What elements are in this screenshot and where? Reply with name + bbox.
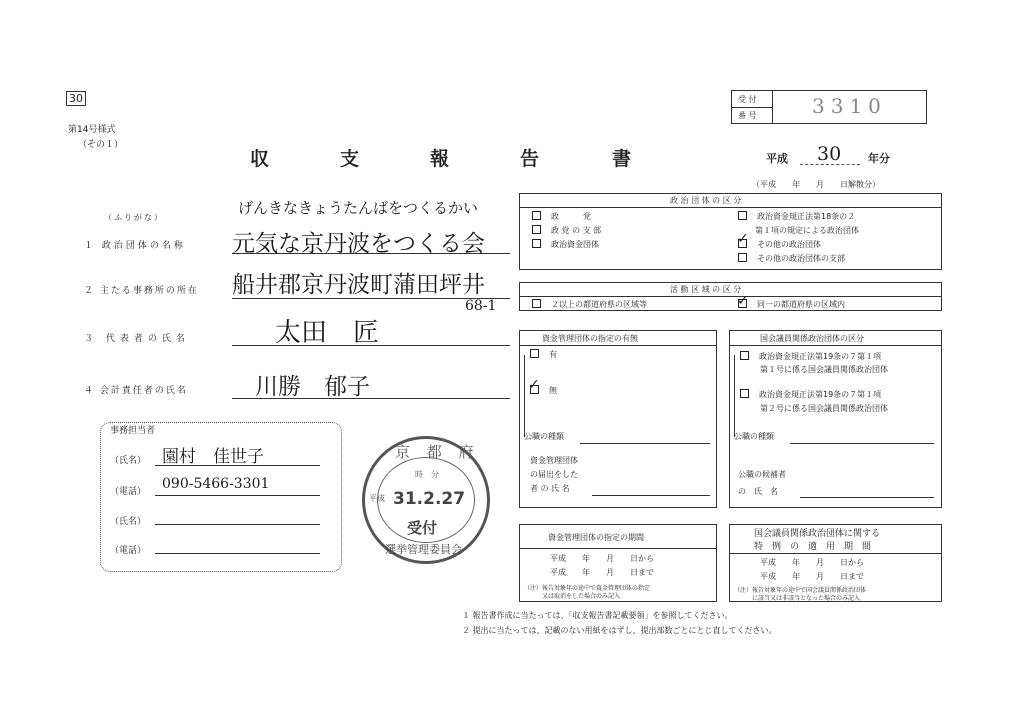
category-box [519,193,942,270]
footnote-1: １ 報告書作成に当たっては、「収支報告書記載要領」を参照してください。 [462,611,733,620]
fund-mgmt-box [519,330,717,508]
category-title: 政 治 団 体 の 区 分 [670,196,742,205]
fund-mgmt-official-type: 公職の種類 [524,432,564,441]
diet-candidate-1: 公職の候補者 [738,470,786,479]
furigana-value: げんきなきょうたんばをつくるかい [238,199,479,217]
stamp-date: 31.2.27 [393,489,466,509]
fund-mgmt-rep-2: の届出をした [530,470,578,479]
category-check-mark: ✓ [737,231,749,247]
reception-stamp [362,436,490,564]
fund-mgmt-rep-1: 資金管理団体 [530,456,578,465]
category-right-1: 政治資金規正法第18条の２ [757,212,856,221]
year-underline [800,164,860,165]
reception-box [731,90,927,124]
year-suffix: 年分 [868,152,890,165]
diet-period-box [729,524,942,602]
contact-name2-label: （氏名） [110,517,147,527]
diet-item2-line1: 政治資金規正法第19条の７第１項 [759,390,882,399]
fund-period-from: 平成 年 月 日から [550,554,654,563]
contact-title: 事務担当者 [110,426,156,436]
row3-label: ３ 代表者の氏名 [84,334,190,344]
category-left-1: 政 党 [551,212,591,221]
stamp-received: 受付 [407,519,438,537]
title-char-2: 支 [340,148,360,170]
row2-value: 船井郡京丹波町蒲田坪井 [232,272,485,298]
title-char-1: 収 [250,148,270,170]
diet-item2-line2: 第２号に係る国会議員関係政治団体 [760,404,888,413]
diet-official-type: 公職の種類 [734,432,774,441]
activity-box [519,282,942,311]
row4-value: 川勝 郁子 [255,374,370,400]
row2-value-extra: 68-1 [465,298,497,314]
fund-period-note-2: 又は取消をした場合のみ記入 [542,593,621,600]
diet-period-to: 平成 年 月 日まで [760,572,864,581]
row2-line [232,298,510,299]
contact-phone2-label: （電話） [110,546,147,556]
reception-label-1: 受 付 [738,95,757,104]
category-left-3: 政治資金団体 [551,240,599,249]
stamp-era: 平成 [369,494,385,503]
row4-label: ４ 会計責任者の氏名 [84,386,188,396]
activity-option-2: 同一の都道府県の区域内 [757,300,845,309]
fund-period-box [519,524,717,602]
category-right-3: その他の政治団体 [757,240,821,249]
fund-period-to: 平成 年 月 日まで [550,568,654,577]
category-right-4: その他の政治団体の支部 [757,254,845,263]
diet-period-note-2: に該当又は非該当となった場合のみ記入 [752,595,861,602]
row3-value: 太田 匠 [275,318,380,348]
activity-option-1: ２以上の都道府県の区域等 [551,300,647,309]
diet-period-note-1: 報告対象年の途中で国会議員関係政治団体 [752,587,867,594]
category-left-2: 政 党 の 支 部 [551,226,602,235]
diet-candidate-2: の 氏 名 [738,487,778,496]
year-era: 平成 [766,152,788,165]
diet-item1-line2: 第１号に係る国会議員関係政治団体 [760,365,888,374]
form-name: 第14号様式 [68,125,116,135]
fund-period-note-label: （注） [524,585,543,592]
furigana-label: （ふりがな） [104,213,164,222]
fund-period-title: 資金管理団体の指定の期間 [548,533,644,542]
category-right-2: 第１項の規定による政治団体 [755,226,859,235]
row1-label: １ 政治団体の名称 [84,241,186,251]
activity-check-mark: ✓ [737,293,749,309]
diet-period-from: 平成 年 月 日から [760,558,864,567]
diet-box [729,330,942,508]
row1-value: 元気な京丹波をつくる会 [232,231,485,257]
fund-mgmt-rep-3: 者 の 氏 名 [530,484,570,493]
page-number-box [66,91,86,106]
fund-mgmt-yes: 有 [549,350,557,359]
footnote-2: ２ 提出に当たっては、記載のない用紙をはずし、提出部数ごとにとじ直してください。 [462,626,777,635]
row1-line [232,253,510,254]
period-note: （平成 年 月 日解散分） [752,180,880,189]
row2-label: ２ 主たる事務所の所在 [84,286,199,296]
activity-title: 活 動 区 域 の 区 分 [670,285,742,294]
title-char-5: 書 [612,148,632,170]
stamp-top-text: 京 都 府 [395,443,480,461]
title-char-3: 報 [430,148,450,170]
contact-phone-value: 090-5466-3301 [162,476,270,492]
row3-line [232,345,510,346]
fund-mgmt-no: 無 [549,386,557,395]
fund-mgmt-title: 資金管理団体の指定の有無 [542,334,638,343]
diet-title: 国会議員関係政治団体の区分 [760,334,864,343]
contact-phone-label: （電話） [110,487,147,497]
stamp-bottom-text: 選挙管理委員会 [385,543,462,556]
diet-period-title-1: 国会議員関係政治団体に関する [754,529,881,539]
stamp-time-label: 時 分 [415,470,439,479]
year-value: 30 [817,143,842,165]
reception-label-2: 番 号 [738,111,757,120]
row4-line [232,398,510,399]
diet-period-note-label: （注） [734,587,753,594]
contact-name-value: 園村 佳世子 [162,447,264,467]
fund-mgmt-check-mark: ✓ [528,377,540,393]
fund-period-note-1: 報告対象年の途中で資金管理団体の指定 [542,585,651,592]
page-number: 30 [69,92,83,105]
form-sub: （その１） [78,140,124,150]
diet-item1-line1: 政治資金規正法第19条の７第１項 [759,352,882,361]
reception-number: 3310 [812,94,887,118]
title-char-4: 告 [520,148,540,170]
contact-name-label: （氏名） [110,456,147,466]
diet-period-title-2: 特 例 の 適 用 期 間 [754,542,872,552]
